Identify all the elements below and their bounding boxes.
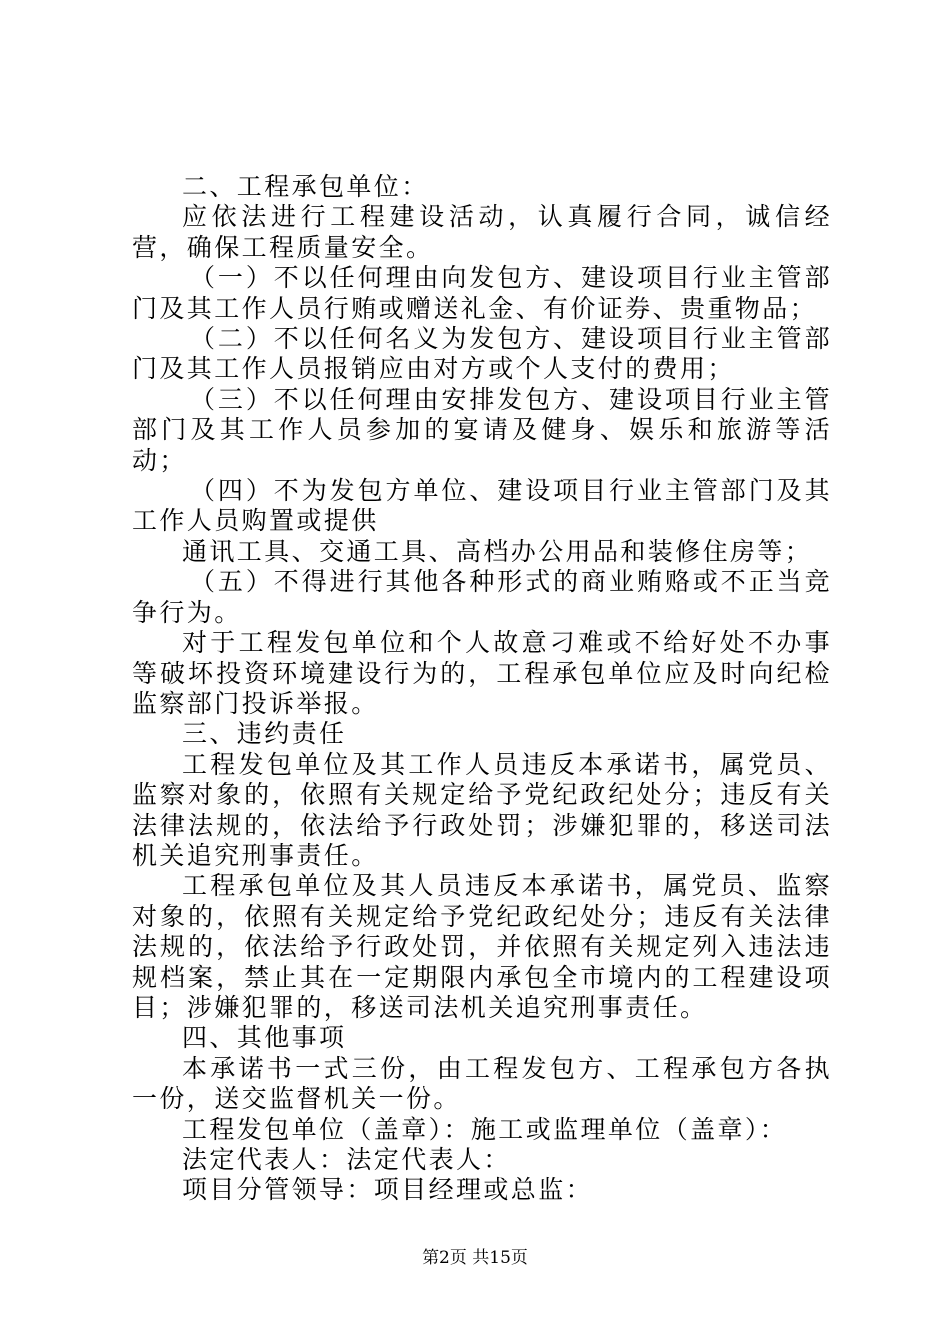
signature-line-seal: 工程发包单位（盖章）：施工或监理单位（盖章）：	[182, 1114, 788, 1144]
list-item-2: （二）不以任何名义为发包方、建设项目行业主管部门及其工作人员报销应由对方或个人支付的费用；	[132, 324, 832, 384]
section-heading-3: 三、违约责任	[182, 719, 347, 749]
paragraph: 工程承包单位及其人员违反本承诺书，属党员、监察对象的，依照有关规定给予党纪政纪处分；违反有关法律法规的，依法给予行政处罚，并依照有关规定列入违法违规档案，禁止其在一定期限内承包全市境内的工程建设项目；涉嫌犯罪的，移送司法机关追究刑事责任。	[132, 871, 832, 1022]
paragraph: 工程发包单位及其工作人员违反本承诺书，属党员、监察对象的，依照有关规定给予党纪政纪处分；违反有关法律法规的，依法给予行政处罚；涉嫌犯罪的，移送司法机关追究刑事责任。	[132, 749, 832, 870]
paragraph: 本承诺书一式三份，由工程发包方、工程承包方各执一份，送交监督机关一份。	[132, 1053, 832, 1114]
list-item-4-continued: 通讯工具、交通工具、高档办公用品和装修住房等；	[182, 536, 813, 566]
document-body	[132, 172, 832, 1206]
list-item-1: （一）不以任何理由向发包方、建设项目行业主管部门及其工作人员行贿或赠送礼金、有价证券、贵重物品；	[132, 263, 832, 323]
list-item-4: （四）不为发包方单位、建设项目行业主管部门及其工作人员购置或提供	[132, 476, 832, 536]
page-number-footer: 第2页 共15页	[422, 1248, 528, 1268]
list-item-3: （三）不以任何理由安排发包方、建设项目行业主管部门及其工作人员参加的宴请及健身、娱乐和旅游等活动；	[132, 384, 832, 475]
signature-line-leader: 项目分管领导：项目经理或总监：	[182, 1175, 594, 1205]
signature-line-representative: 法定代表人：法定代表人：	[182, 1145, 511, 1174]
section-heading-4: 四、其他事项	[182, 1023, 347, 1053]
paragraph: 应依法进行工程建设活动，认真履行合同，诚信经营，确保工程质量安全。	[132, 202, 832, 262]
paragraph: 对于工程发包单位和个人故意刁难或不给好处不办事等破坏投资环境建设行为的，工程承包单位应及时向纪检监察部门投诉举报。	[132, 628, 832, 718]
section-heading-2: 二、工程承包单位：	[182, 172, 429, 201]
list-item-5: （五）不得进行其他各种形式的商业贿赂或不正当竞争行为。	[132, 567, 832, 627]
